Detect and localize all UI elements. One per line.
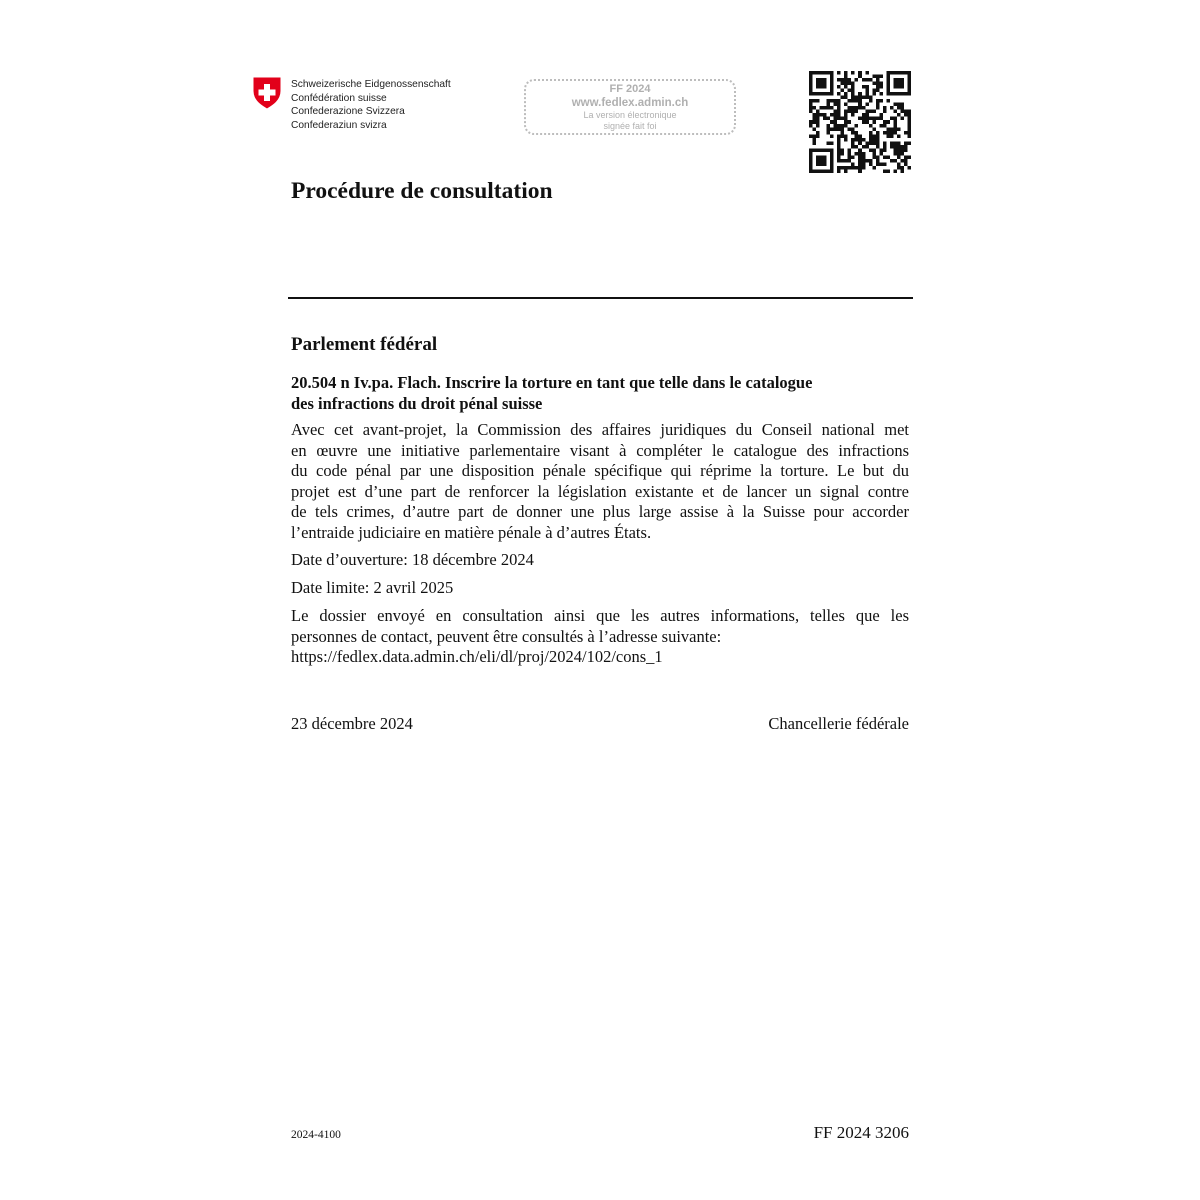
description-line: de tels crimes, d’autre part de donner une plus large assise à la Suisse pour accorder bbox=[291, 502, 909, 521]
issuing-authority: Chancellerie fédérale bbox=[768, 714, 909, 733]
dossier-url[interactable]: https://fedlex.data.admin.ch/eli/dl/proj/2024/102/cons_1 bbox=[291, 647, 663, 666]
stamp-ff-label: FF 2024 bbox=[609, 83, 651, 95]
description-line: en œuvre une initiative parlementaire visant à compléter le catalogue des infractions bbox=[291, 440, 909, 460]
description-line: Avec cet avant-projet, la Commission des affaires juridiques du Conseil national met bbox=[291, 420, 909, 439]
deadline-date: Date limite: 2 avril 2025 bbox=[291, 578, 454, 597]
description-line: l’entraide judiciaire en matière pénale à d’autres États. bbox=[291, 522, 652, 542]
electronic-version-stamp bbox=[524, 79, 736, 135]
document-number: 2024-4100 bbox=[291, 1129, 341, 1141]
stamp-note-1: La version électronique bbox=[583, 110, 677, 120]
qr-code-icon bbox=[809, 71, 911, 173]
page-title: Procédure de consultation bbox=[291, 178, 553, 204]
dossier-line: personnes de contact, peuvent être consultés à l’adresse suivante: bbox=[291, 626, 722, 646]
agency-name-block bbox=[291, 78, 451, 132]
dossier-info bbox=[291, 606, 909, 668]
agency-line-fr: Confédération suisse bbox=[291, 92, 387, 104]
description-line: du code pénal par une disposition pénale spécifique qui réprime la torture. Le but du bbox=[291, 461, 909, 480]
subject-line: 20.504 n Iv.pa. Flach. Inscrire la torture en tant que telle dans le catalogue bbox=[291, 373, 813, 392]
opening-date: Date d’ouverture: 18 décembre 2024 bbox=[291, 550, 534, 569]
agency-line-rm: Confederaziun svizra bbox=[291, 119, 387, 131]
stamp-url: www.fedlex.admin.ch bbox=[571, 97, 689, 109]
consultation-subject bbox=[291, 372, 911, 414]
title-divider bbox=[288, 297, 913, 299]
description-line: projet est d’une part de renforcer la législation existante et de lancer un signal contre bbox=[291, 481, 909, 501]
section-heading: Parlement fédéral bbox=[291, 334, 438, 355]
dossier-line: Le dossier envoyé en consultation ainsi que les autres informations, telles que les bbox=[291, 606, 909, 625]
agency-line-it: Confederazione Svizzera bbox=[291, 106, 405, 117]
agency-line-de: Schweizerische Eidgenossenschaft bbox=[291, 79, 451, 90]
stamp-note-2: signée fait foi bbox=[603, 121, 657, 131]
consultation-description bbox=[291, 420, 909, 543]
subject-line: des infractions du droit pénal suisse bbox=[291, 394, 543, 413]
federal-gazette-reference: FF 2024 3206 bbox=[813, 1123, 909, 1142]
swiss-cross-shield-icon bbox=[252, 76, 282, 110]
publication-date: 23 décembre 2024 bbox=[291, 714, 413, 733]
